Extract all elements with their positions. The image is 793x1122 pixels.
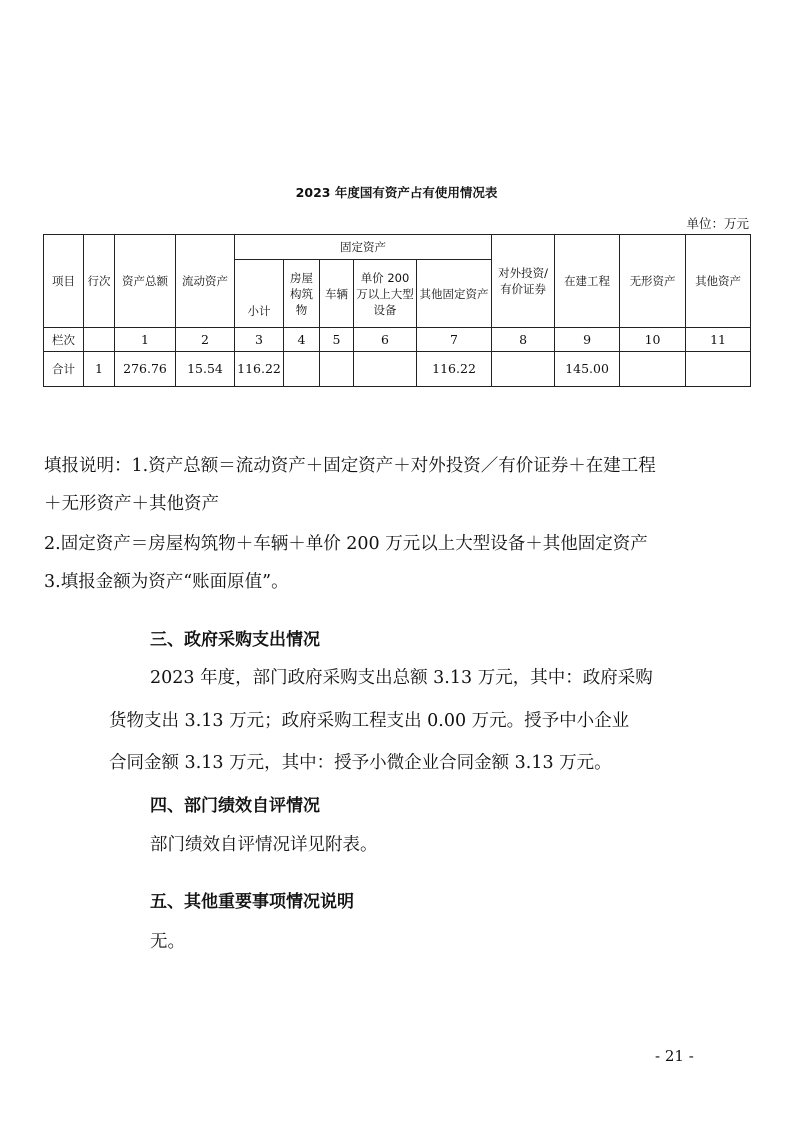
header-buildings: 房屋构筑物 [284, 260, 320, 328]
header-total-assets: 资产总额 [115, 235, 176, 328]
column-number: 3 [235, 328, 284, 352]
unit-label: 单位：万元 [686, 216, 749, 231]
procurement-text: 货物支出 3.13 万元；政府采购工程支出 0.00 万元。授予中小企业 [109, 711, 630, 731]
procurement-text: 2023 年度，部门政府采购支出总额 3.13 万元，其中：政府采购 [150, 668, 653, 688]
column-row-blank [84, 328, 115, 352]
header-investments: 对外投资/有价证券 [492, 235, 555, 328]
column-number: 5 [320, 328, 354, 352]
column-number: 6 [354, 328, 417, 352]
total-value [320, 352, 354, 387]
column-number: 7 [417, 328, 492, 352]
notes-line: 3.填报金额为资产“账面原值”。 [44, 572, 289, 592]
column-number: 11 [686, 328, 751, 352]
total-value [686, 352, 751, 387]
header-fixed-assets: 固定资产 [235, 235, 492, 260]
performance-text: 部门绩效自评情况详见附表。 [150, 835, 378, 855]
header-other-assets: 其他资产 [686, 235, 751, 328]
column-number: 10 [620, 328, 686, 352]
notes-line: 填报说明：1.资产总额＝流动资产＋固定资产＋对外投资／有价证券＋在建工程 [44, 456, 656, 476]
page-number: - 21 - [655, 1047, 694, 1065]
header-current-assets: 流动资产 [176, 235, 235, 328]
column-number-row [44, 328, 751, 352]
section-heading-procurement: 三、政府采购支出情况 [150, 630, 320, 650]
other-text: 无。 [150, 932, 185, 952]
header-subtotal: 小计 [235, 260, 284, 328]
total-value [284, 352, 320, 387]
total-value [354, 352, 417, 387]
total-row-label: 合计 [44, 352, 84, 387]
section-heading-performance: 四、部门绩效自评情况 [150, 796, 320, 816]
procurement-text: 合同金额 3.13 万元，其中：授予小微企业合同金额 3.13 万元。 [109, 753, 612, 773]
header-large-equipment: 单价 200 万以上大型设备 [354, 260, 417, 328]
table-title: 2023 年度国有资产占有使用情况表 [295, 185, 498, 200]
assets-table [43, 234, 751, 387]
total-value: 116.22 [235, 352, 284, 387]
header-vehicles: 车辆 [320, 260, 354, 328]
header-intangible: 无形资产 [620, 235, 686, 328]
section-heading-other: 五、其他重要事项情况说明 [150, 892, 354, 912]
total-value: 15.54 [176, 352, 235, 387]
total-value [620, 352, 686, 387]
column-number: 2 [176, 328, 235, 352]
column-number: 8 [492, 328, 555, 352]
header-row-no: 行次 [84, 235, 115, 328]
column-number: 1 [115, 328, 176, 352]
total-value: 276.76 [115, 352, 176, 387]
notes-line: ＋无形资产＋其他资产 [44, 494, 219, 514]
column-row-label: 栏次 [44, 328, 84, 352]
header-construction: 在建工程 [555, 235, 620, 328]
header-row-top [44, 235, 751, 260]
column-number: 4 [284, 328, 320, 352]
total-value: 145.00 [555, 352, 620, 387]
column-number: 9 [555, 328, 620, 352]
total-value: 116.22 [417, 352, 492, 387]
total-row [44, 352, 751, 387]
header-other-fixed: 其他固定资产 [417, 260, 492, 328]
total-row-no: 1 [84, 352, 115, 387]
header-item: 项目 [44, 235, 84, 328]
total-value [492, 352, 555, 387]
notes-line: 2.固定资产＝房屋构筑物＋车辆＋单价 200 万元以上大型设备＋其他固定资产 [44, 534, 648, 554]
